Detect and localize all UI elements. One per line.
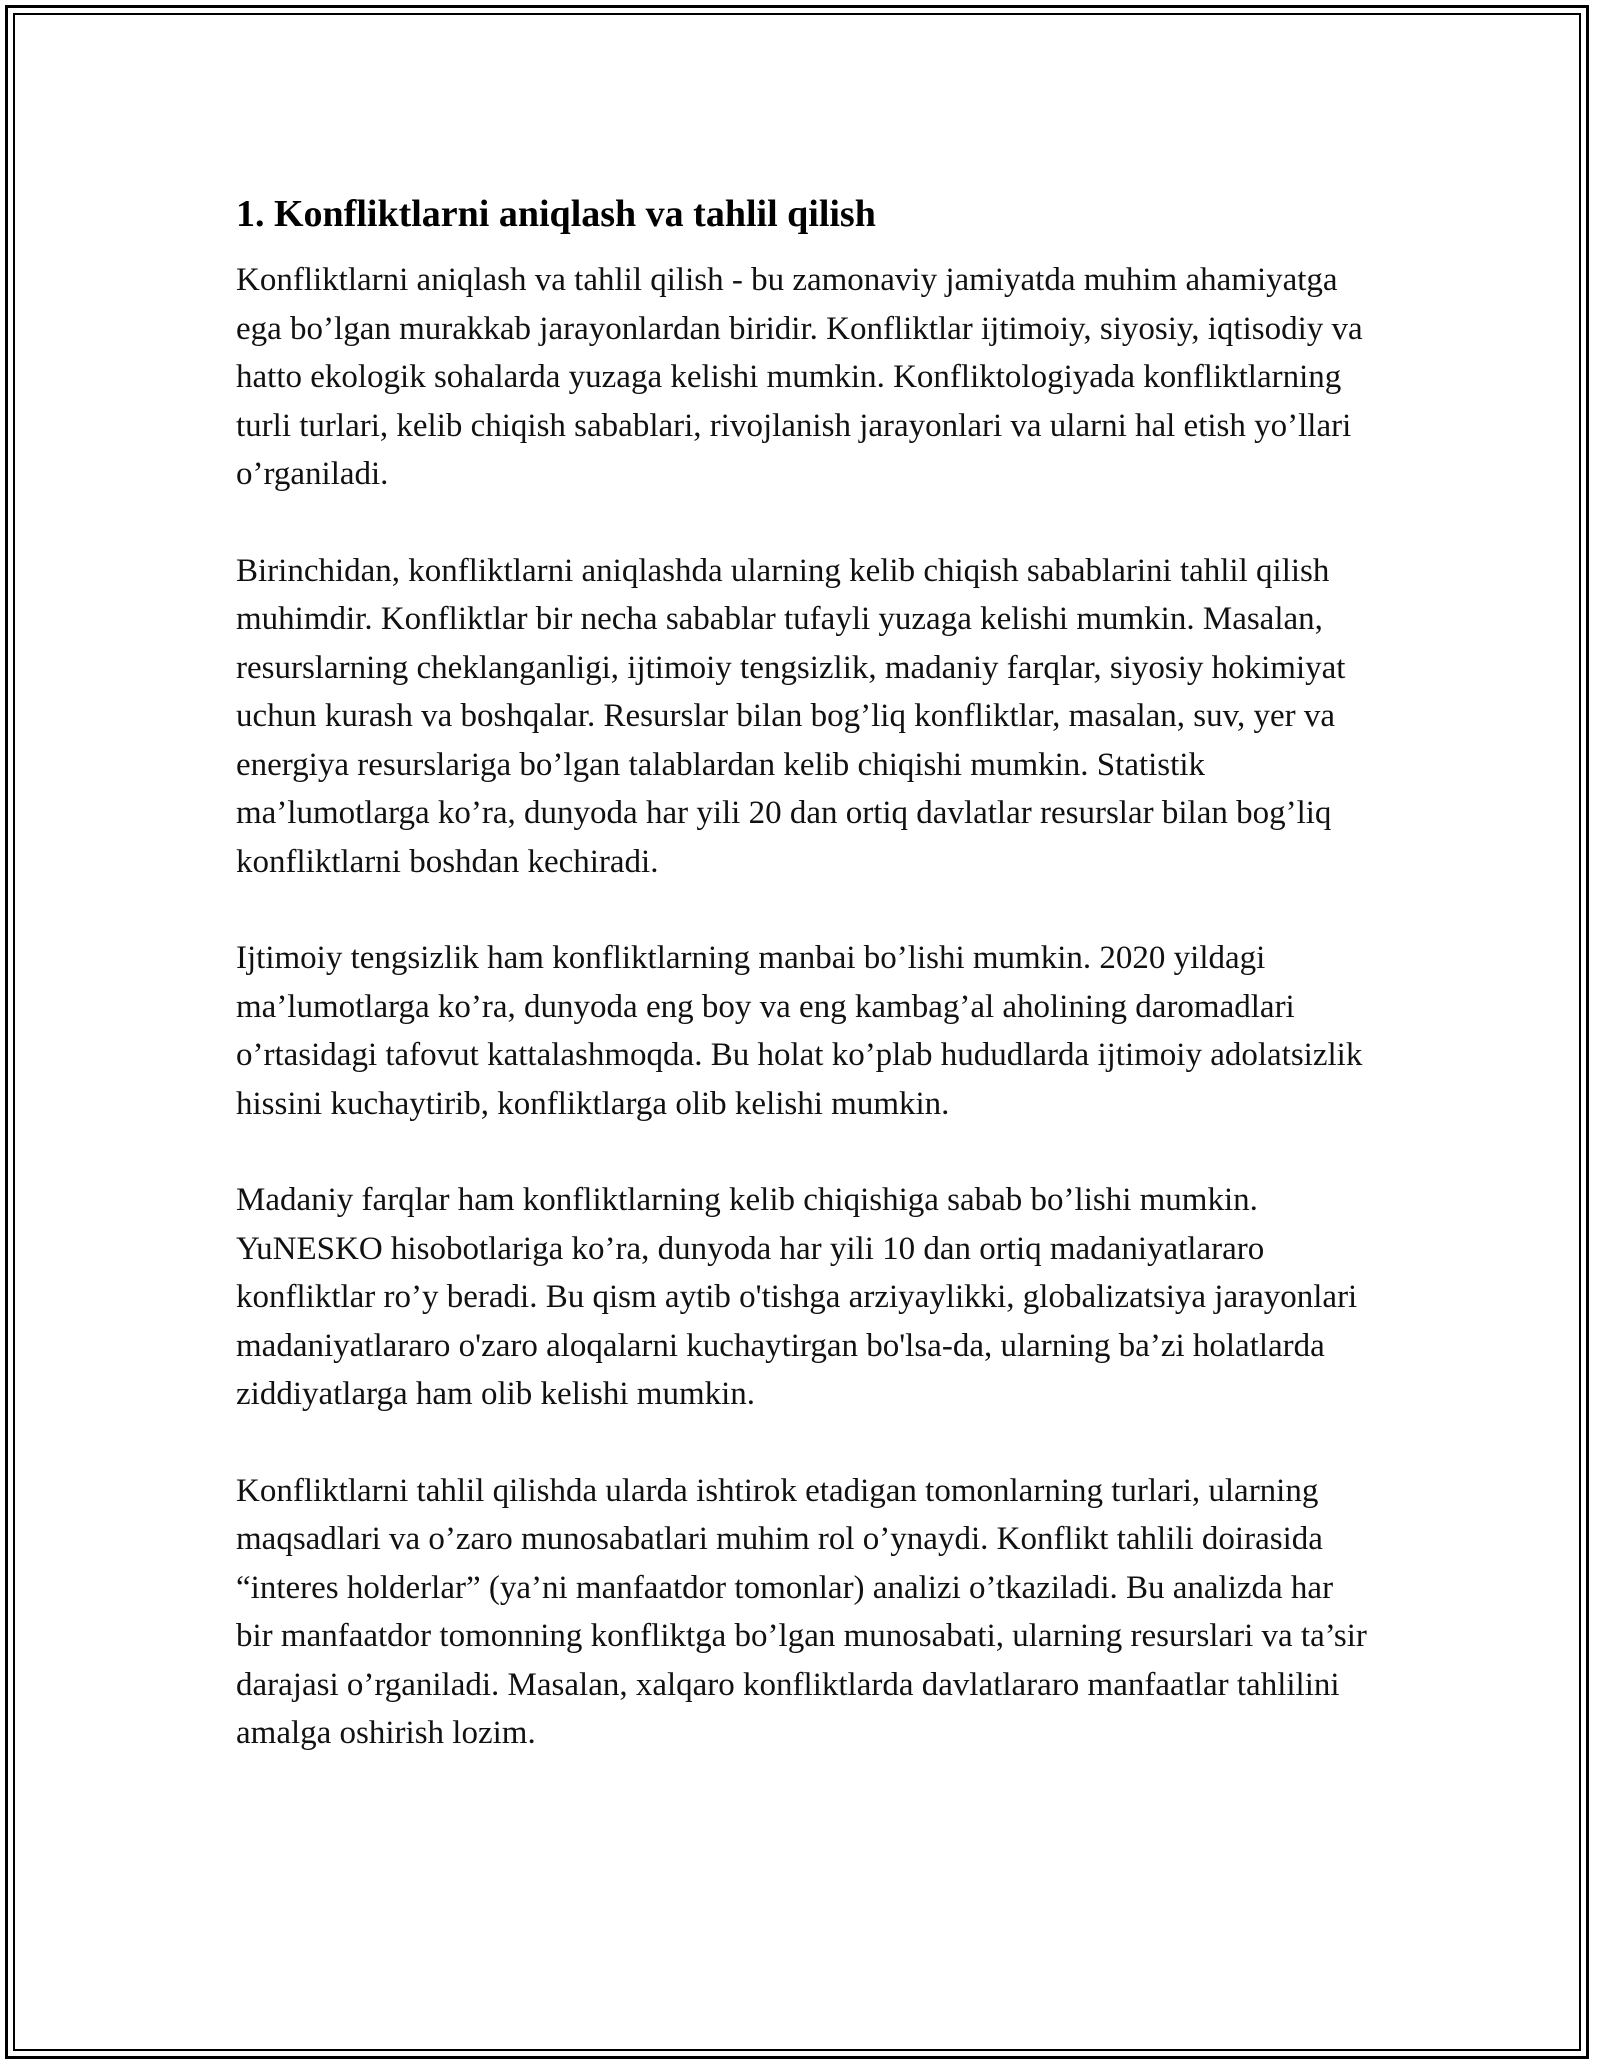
document-body: [236, 186, 1376, 1806]
paragraph-2: Birinchidan, konfliktlarni aniqlashda ularning kelib chiqish sabablarini tahlil qilish muhimdir. Konfliktlar bir necha sabablar tufayli yuzaga kelishi mumkin. Masalan, resurslarning cheklanganligi, ijtimoiy tengsizlik, madaniy farqlar, siyosiy hokimiyat uchun kurash va boshqalar. Resurslar bilan bog’liq konfliktlar, masalan, suv, yer va energiya resurslariga bo’lgan talablardan kelib chiqishi mumkin. Statistik ma’lumotlarga ko’ra, dunyoda har yili 20 dan ortiq davlatlar resurslar bilan bog’liq konfliktlarni boshdan kechiradi.: [236, 552, 1346, 880]
paragraph-4: Madaniy farqlar ham konfliktlarning kelib chiqishiga sabab bo’lishi mumkin. YuNESKO hisobotlariga ko’ra, dunyoda har yili 10 dan ortiq madaniyatlararo konfliktlar ro’y beradi. Bu qism aytib o'tishga arziyaylikki, globalizatsiya jarayonlari madaniyatlararo o'zaro aloqalarni kuchaytirgan bo'lsa-da, ularning ba’zi holatlarda ziddiyatlarga ham olib kelishi mumkin.: [236, 1182, 1358, 1412]
paragraph-3: Ijtimoiy tengsizlik ham konfliktlarning manbai bo’lishi mumkin. 2020 yildagi ma’lumotlarga ko’ra, dunyoda eng boy va eng kambag’al aholining daromadlari o’rtasidagi tafovut kattalashmoqda. Bu holat ko’plab hududlarda ijtimoiy adolatsizlik hissini kuchaytirib, konfliktlarga olib kelishi mumkin.: [236, 940, 1363, 1122]
section-heading: 1. Konfliktlarni aniqlash va tahlil qilish: [236, 193, 876, 235]
paragraph-5: Konfliktlarni tahlil qilishda ularda ishtirok etadigan tomonlarning turlari, ularning maqsadlari va o’zaro munosabatlari muhim rol o’ynaydi. Konflikt tahlili doirasida “interes holderlar” (ya’ni manfaatdor tomonlar) analizi o’tkaziladi. Bu analizda har bir manfaatdor tomonning konfliktga bo’lgan munosabati, ularning resurslari va ta’sir darajasi o’rganiladi. Masalan, xalqaro konfliktlarda davlatlararo manfaatlar tahlilini amalga oshirish lozim.: [236, 1472, 1367, 1751]
paragraph-1: Konfliktlarni aniqlash va tahlil qilish - bu zamonaviy jamiyatda muhim ahamiyatga ega bo’lgan murakkab jarayonlardan biridir. Konfliktlar ijtimoiy, siyosiy, iqtisodiy va hatto ekologik sohalarda yuzaga kelishi mumkin. Konfliktologiyada konfliktlarning turli turlari, kelib chiqish sabablari, rivojlanish jarayonlari va ularni hal etish yo’llari o’rganiladi.: [236, 262, 1363, 492]
